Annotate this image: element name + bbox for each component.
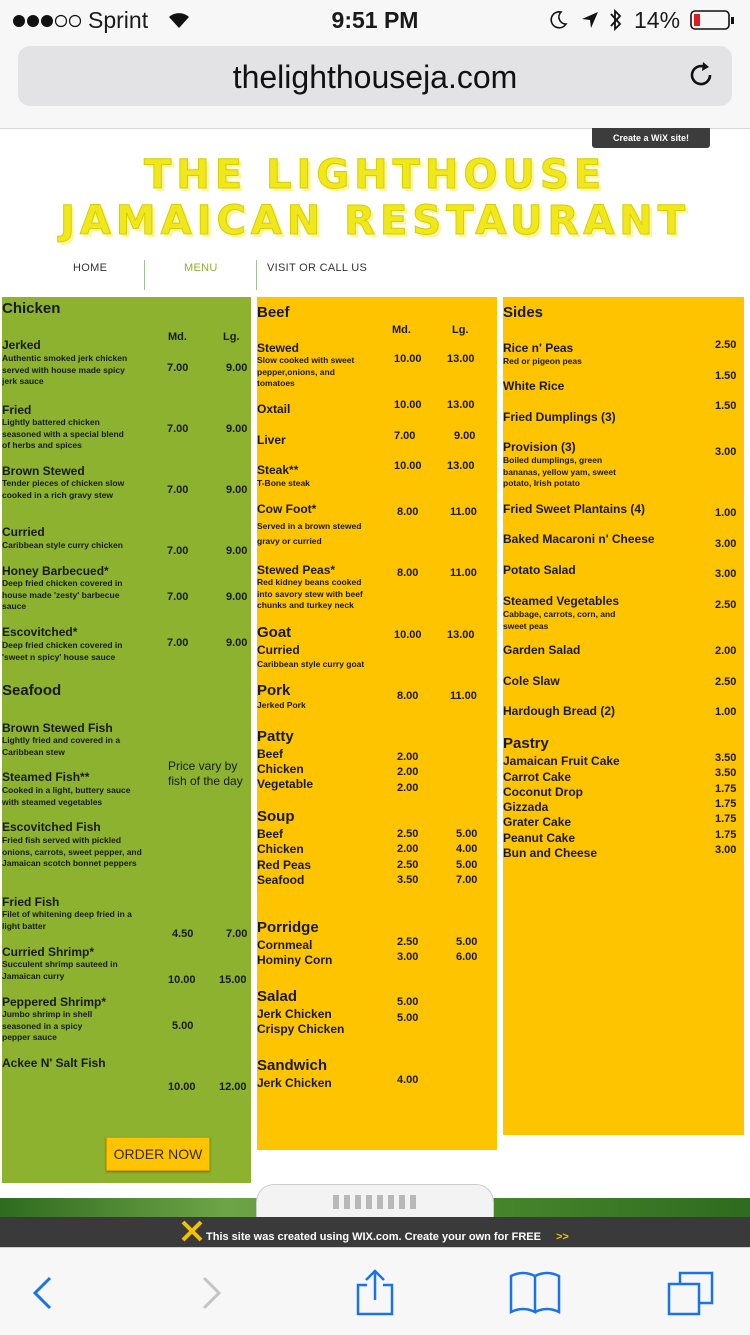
menu-item-desc: Lightly battered chicken seasoned with a special blend of herbs and spices (2, 417, 124, 450)
menu-item-name: Gizzada (503, 800, 549, 814)
menu-item-name: Chicken (257, 762, 304, 776)
price: 1.75 (715, 783, 737, 795)
section-header-sides: Sides (503, 304, 544, 321)
price-md: 2.50 (397, 859, 419, 871)
price-md: 2.00 (397, 751, 419, 763)
menu-item-name: Oxtail (257, 402, 291, 416)
menu-item-desc: Jumbo shrimp in shell seasoned in a spicy pepper sauce (2, 1009, 93, 1042)
menu-item-name: Stewed (257, 341, 300, 355)
tabs-icon[interactable] (666, 1268, 716, 1318)
wix-footer-banner[interactable] (0, 1217, 750, 1247)
menu-item-name: Escovitched Fish (2, 820, 101, 834)
bluetooth-icon (608, 8, 624, 38)
menu-item-name: Fried Sweet Plantains (4) (503, 502, 646, 516)
price-md: 7.00 (167, 423, 189, 435)
price: 2.00 (715, 645, 737, 657)
price-md: 2.00 (397, 766, 419, 778)
menu-item-name: Carrot Cake (503, 770, 572, 784)
menu-item-name: Jerk Chicken (257, 1007, 332, 1021)
menu-item-name: Jamaican Fruit Cake (503, 754, 620, 768)
menu-column-beef (257, 297, 497, 1150)
menu-column-chicken-seafood (2, 297, 251, 1183)
site-title-line2: JAMAICAN RESTAURANT (59, 198, 691, 244)
menu-item-name: Potato Salad (503, 563, 576, 577)
order-now-button[interactable]: ORDER NOW (106, 1137, 210, 1171)
price-md: 8.00 (397, 506, 419, 518)
menu-item-name: Baked Macaroni n' Cheese (503, 532, 655, 546)
menu-item-name: Honey Barbecued* (2, 564, 109, 578)
menu-item-name: Chicken (257, 842, 304, 856)
price: 2.50 (715, 676, 737, 688)
price: 1.75 (715, 813, 737, 825)
size-label-md: Md. (392, 324, 411, 336)
price-lg: 13.00 (447, 460, 475, 472)
price-lg: 9.00 (226, 591, 248, 603)
price-lg: 9.00 (226, 423, 248, 435)
menu-item-name: Rice n' Peas (503, 341, 574, 355)
menu-item-name: Fried Fish (2, 895, 60, 909)
clock: 9:51 PM (331, 7, 419, 33)
wix-footer-arrows: >> (556, 1231, 569, 1243)
price-lg: 11.00 (450, 506, 477, 518)
menu-item-name: Cole Slaw (503, 674, 560, 688)
price-lg: 12.00 (219, 1081, 247, 1093)
price: 1.75 (715, 798, 737, 810)
price-lg: 6.00 (456, 951, 478, 963)
menu-item-name: Jerked (2, 338, 41, 352)
menu-item-name: Ackee N' Salt Fish (2, 1056, 106, 1070)
price: 1.50 (715, 370, 737, 382)
menu-item-desc: Red or pigeon peas (503, 356, 582, 366)
price-lg: 9.00 (454, 430, 476, 442)
menu-item-name: Cornmeal (257, 938, 313, 952)
carrier-label: Sprint (88, 7, 149, 33)
menu-item-name: Fried (2, 403, 32, 417)
price-md: 5.00 (172, 1020, 194, 1032)
price-md: 2.00 (397, 782, 419, 794)
price-vary-note: Price vary by fish of the day (168, 759, 243, 788)
price: 2.50 (715, 599, 737, 611)
price-md: 2.50 (397, 828, 419, 840)
menu-item-name: Hominy Corn (257, 953, 333, 967)
menu-item-desc: Cooked in a light, buttery sauce with steamed vegetables (2, 785, 131, 807)
price-lg: 13.00 (447, 353, 475, 365)
price-md: 7.00 (167, 484, 189, 496)
menu-item-name: Garden Salad (503, 643, 581, 657)
moon-icon (548, 9, 568, 36)
nav-divider (256, 260, 257, 290)
price-md: 7.00 (394, 430, 416, 442)
menu-item-desc: Served in a brown stewed gravy or curried (257, 521, 362, 546)
section-header-pastry: Pastry (503, 735, 549, 752)
price-lg: 11.00 (450, 567, 477, 579)
menu-item-name: Crispy Chicken (257, 1022, 345, 1036)
bookmarks-icon[interactable] (508, 1268, 558, 1318)
price: 3.50 (715, 767, 737, 779)
menu-item-name: Curried Shrimp* (2, 945, 95, 959)
price-lg: 4.00 (456, 843, 478, 855)
price: 2.50 (715, 339, 737, 351)
price-md: 3.50 (397, 874, 419, 886)
section-header-beef: Beef (257, 304, 290, 321)
price-md: 10.00 (168, 1081, 196, 1093)
wix-badge-text: Create a WiX site! (613, 133, 689, 143)
menu-item-desc: Slow cooked with sweet pepper,onions, and tomatoes (257, 355, 355, 388)
menu-item-name: Jerk Chicken (257, 1076, 332, 1090)
menu-item-name: Hardough Bread (2) (503, 704, 616, 718)
price-md: 4.00 (397, 1074, 419, 1086)
grip-icon (333, 1195, 417, 1209)
menu-item-name: Beef (257, 827, 284, 841)
menu-item-desc: Red kidney beans cooked into savory stew with beef chunks and turkey neck (257, 577, 363, 610)
menu-item-name: Beef (257, 747, 284, 761)
menu-item-desc: Fried fish served with pickled onions, carrots, sweet pepper, and Jamaican scotch bonnet peppers (2, 835, 142, 868)
price-md: 10.00 (394, 460, 422, 472)
price-lg: 9.00 (226, 484, 248, 496)
menu-item-name: Coconut Drop (503, 785, 583, 799)
price: 3.00 (715, 568, 737, 580)
wix-footer-text: This site was created using WIX.com. Create your own for FREE (206, 1231, 541, 1243)
size-label-md: Md. (168, 331, 187, 343)
price-lg: 9.00 (226, 637, 248, 649)
price-lg: 7.00 (456, 874, 478, 886)
menu-item-desc: Succulent shrimp sauteed in Jamaican curry (2, 959, 118, 981)
menu-item-name: Brown Stewed (2, 464, 85, 478)
forward-icon[interactable] (186, 1268, 236, 1318)
price-md: 5.00 (397, 996, 419, 1008)
url-text: thelighthouseja.com (232, 59, 518, 95)
size-label-lg: Lg. (223, 331, 240, 343)
price-md: 3.00 (397, 951, 419, 963)
menu-item-name: Vegetable (257, 777, 314, 791)
menu-item-name: Liver (257, 433, 286, 447)
menu-item-name: Red Peas (257, 858, 312, 872)
menu-item-name: Curried (2, 525, 45, 539)
price-lg: 5.00 (456, 936, 478, 948)
price-lg: 13.00 (447, 399, 475, 411)
price: 3.00 (715, 446, 737, 458)
price-md: 10.00 (168, 974, 196, 986)
menu-item-name: Escovitched* (2, 625, 78, 639)
menu-item-desc: Caribbean style curry chicken (2, 540, 123, 550)
menu-item-name: Fried Dumplings (3) (503, 410, 616, 424)
nav-menu[interactable]: MENU (184, 262, 218, 274)
price: 1.00 (715, 507, 737, 519)
section-header-chicken: Chicken (2, 300, 61, 317)
menu-item-desc: Cabbage, carrots, corn, and sweet peas (503, 609, 616, 631)
price-md: 2.50 (397, 936, 419, 948)
price-md: 8.00 (397, 690, 419, 702)
section-header-goat: Goat (257, 624, 292, 641)
wix-logo-icon (180, 1219, 204, 1246)
section-header-patty: Patty (257, 728, 294, 745)
price-lg: 13.00 (447, 629, 475, 641)
price-lg: 11.00 (450, 690, 477, 702)
price: 1.75 (715, 829, 737, 841)
wix-badge[interactable] (592, 128, 710, 148)
browser-toolbar (0, 1247, 750, 1335)
site-title-line1: THE LIGHTHOUSE (143, 152, 607, 198)
price-lg: 5.00 (456, 859, 478, 871)
menu-item-name: Seafood (257, 873, 305, 887)
menu-item-name: Curried (257, 643, 300, 657)
price-md: 8.00 (397, 567, 419, 579)
nav-visit[interactable]: VISIT OR CALL US (267, 262, 368, 274)
price: 3.00 (715, 844, 737, 856)
share-icon[interactable] (350, 1268, 400, 1318)
menu-item-name: Grater Cake (503, 815, 572, 829)
price-lg: 15.00 (219, 974, 247, 986)
back-icon[interactable] (20, 1268, 70, 1318)
price-lg: 5.00 (456, 828, 478, 840)
price-lg: 9.00 (226, 362, 248, 374)
menu-item-name: Stewed Peas* (257, 563, 336, 577)
price-md: 2.00 (397, 843, 419, 855)
menu-item-desc: Deep fried chicken covered in house made 'zesty' barbecue sauce (2, 578, 123, 611)
menu-item-name: Provision (3) (503, 440, 576, 454)
status-bar (0, 0, 750, 40)
menu-item-name: Cow Foot* (257, 502, 317, 516)
reload-icon[interactable] (686, 60, 716, 95)
menu-item-name: Brown Stewed Fish (2, 721, 113, 735)
menu-item-desc: Jerked Pork (257, 700, 306, 710)
menu-item-desc: Boiled dumplings, green bananas, yellow yam, sweet potato, Irish potato (503, 455, 616, 488)
menu-item-name: Bun and Cheese (503, 846, 598, 860)
price-md: 7.00 (167, 362, 189, 374)
menu-item-desc: Caribbean style curry goat (257, 659, 365, 669)
price-md: 7.00 (167, 637, 189, 649)
section-header-soup: Soup (257, 808, 295, 825)
price-md: 5.00 (397, 1012, 419, 1024)
price: 3.00 (715, 538, 737, 550)
price-md: 10.00 (394, 629, 422, 641)
menu-item-name: Steamed Vegetables (503, 594, 620, 608)
price: 1.00 (715, 706, 737, 718)
menu-item-name: Peanut Cake (503, 831, 576, 845)
price-lg: 9.00 (226, 545, 248, 557)
section-header-sandwich: Sandwich (257, 1057, 328, 1074)
nav-divider (144, 260, 145, 290)
menu-item-name: Steamed Fish** (2, 770, 90, 784)
section-header-salad: Salad (257, 988, 298, 1005)
section-header-pork: Pork (257, 682, 291, 699)
menu-item-name: Steak** (257, 463, 299, 477)
menu-item-desc: Deep fried chicken covered in 'sweet n spicy' house sauce (2, 640, 123, 662)
location-icon (580, 9, 600, 36)
menu-item-desc: Authentic smoked jerk chicken served with house made spicy jerk sauce (2, 353, 128, 386)
nav-home[interactable]: HOME (73, 262, 108, 274)
menu-item-desc: Lightly fried and covered in a Caribbean stew (2, 735, 121, 757)
menu-item-name: Peppered Shrimp* (2, 995, 107, 1009)
price-md: 7.00 (167, 545, 189, 557)
price: 1.50 (715, 400, 737, 412)
battery-icon (690, 9, 736, 37)
menu-item-desc: T-Bone steak (257, 478, 310, 488)
price-md: 7.00 (167, 591, 189, 603)
price-md: 4.50 (172, 928, 194, 940)
section-header-porridge: Porridge (257, 919, 319, 936)
price-md: 10.00 (394, 399, 422, 411)
battery-percent: 14% (634, 7, 681, 33)
menu-column-sides (503, 297, 744, 1135)
menu-item-name: White Rice (503, 379, 565, 393)
section-header-seafood: Seafood (2, 682, 62, 699)
price-md: 10.00 (394, 353, 422, 365)
menu-item-desc: Filet of whitening deep fried in a light batter (2, 909, 132, 931)
address-bar[interactable] (18, 46, 732, 106)
size-label-lg: Lg. (452, 324, 469, 336)
price-lg: 7.00 (226, 928, 248, 940)
price: 3.50 (715, 752, 737, 764)
menu-item-desc: Tender pieces of chicken slow cooked in a rich gravy stew (2, 478, 125, 500)
